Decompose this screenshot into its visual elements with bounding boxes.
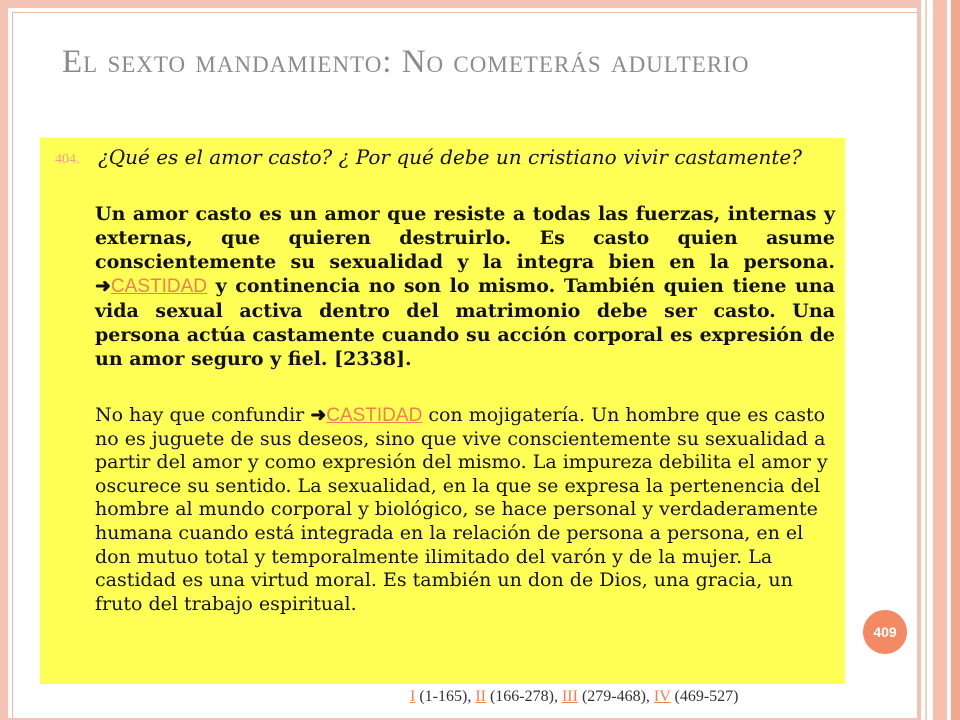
question-number: 404. [55, 152, 80, 167]
answer-summary-text-2: y continencia no son lo mismo. También quien tiene una vida sexual activa dentro del matrimonio debe ser casto. Una persona actúa castamente cuando su acción corporal es expresión de un amor seguro y fiel. [2338]. [95, 275, 835, 370]
part-II-range: (166-278), [485, 688, 562, 705]
answer-explanation-text-2: con mojigatería. Un hombre que es casto no es juguete de sus deseos, sino que vive conscientemente su sexualidad a partir del amor y como expresión del mismo. La impureza debilita el amor y oscurece su sentido. La sexualidad, en la que se expresa la pertenencia del hombre al mundo corporal y biológico, se hace personal y verdaderamente humana cuando está integrada en la relación de persona a persona, en el don mutuo total y temporalmente ilimitado del varón y de la mujer. La castidad es una virtud moral. Es también un don de Dios, una gracia, un fruto del trabajo espiritual. [95, 404, 828, 615]
decorative-stripes [917, 0, 960, 720]
answer-summary-text-1: Un amor casto es un amor que resiste a todas las fuerzas, internas y externas, que quieren destruirlo. Es casto quien asume conscientemente su sexualidad y la integra bien en la persona. [95, 203, 835, 273]
part-III-range: (279-468), [577, 688, 654, 705]
part-II-link[interactable]: II [475, 688, 486, 705]
question-text: ¿Qué es el amor casto? ¿ Por qué debe un cristiano vivir castamente? [98, 145, 802, 169]
arrow-right-icon: ➜ [310, 404, 327, 426]
page-number-badge: 409 [863, 610, 907, 654]
stripe [917, 0, 921, 720]
stripe [933, 0, 947, 720]
answer-summary [95, 202, 835, 371]
castidad-link[interactable]: CASTIDAD [110, 276, 207, 297]
slide-title: El sexto mandamiento: No cometerás adulterio [62, 44, 750, 80]
part-I-range: (1-165), [415, 688, 476, 705]
answer-explanation-text-1: No hay que confundir [95, 404, 311, 426]
part-IV-link[interactable]: IV [653, 688, 671, 705]
part-IV-range: (469-527) [670, 688, 739, 705]
footer-part-links [410, 688, 850, 706]
castidad-link[interactable]: CASTIDAD [326, 405, 423, 426]
part-III-link[interactable]: III [561, 688, 578, 705]
stripe [951, 0, 960, 720]
part-I-link[interactable]: I [410, 688, 416, 705]
answer-explanation [95, 404, 835, 616]
arrow-right-icon: ➜ [95, 275, 111, 297]
stripe [925, 0, 927, 720]
